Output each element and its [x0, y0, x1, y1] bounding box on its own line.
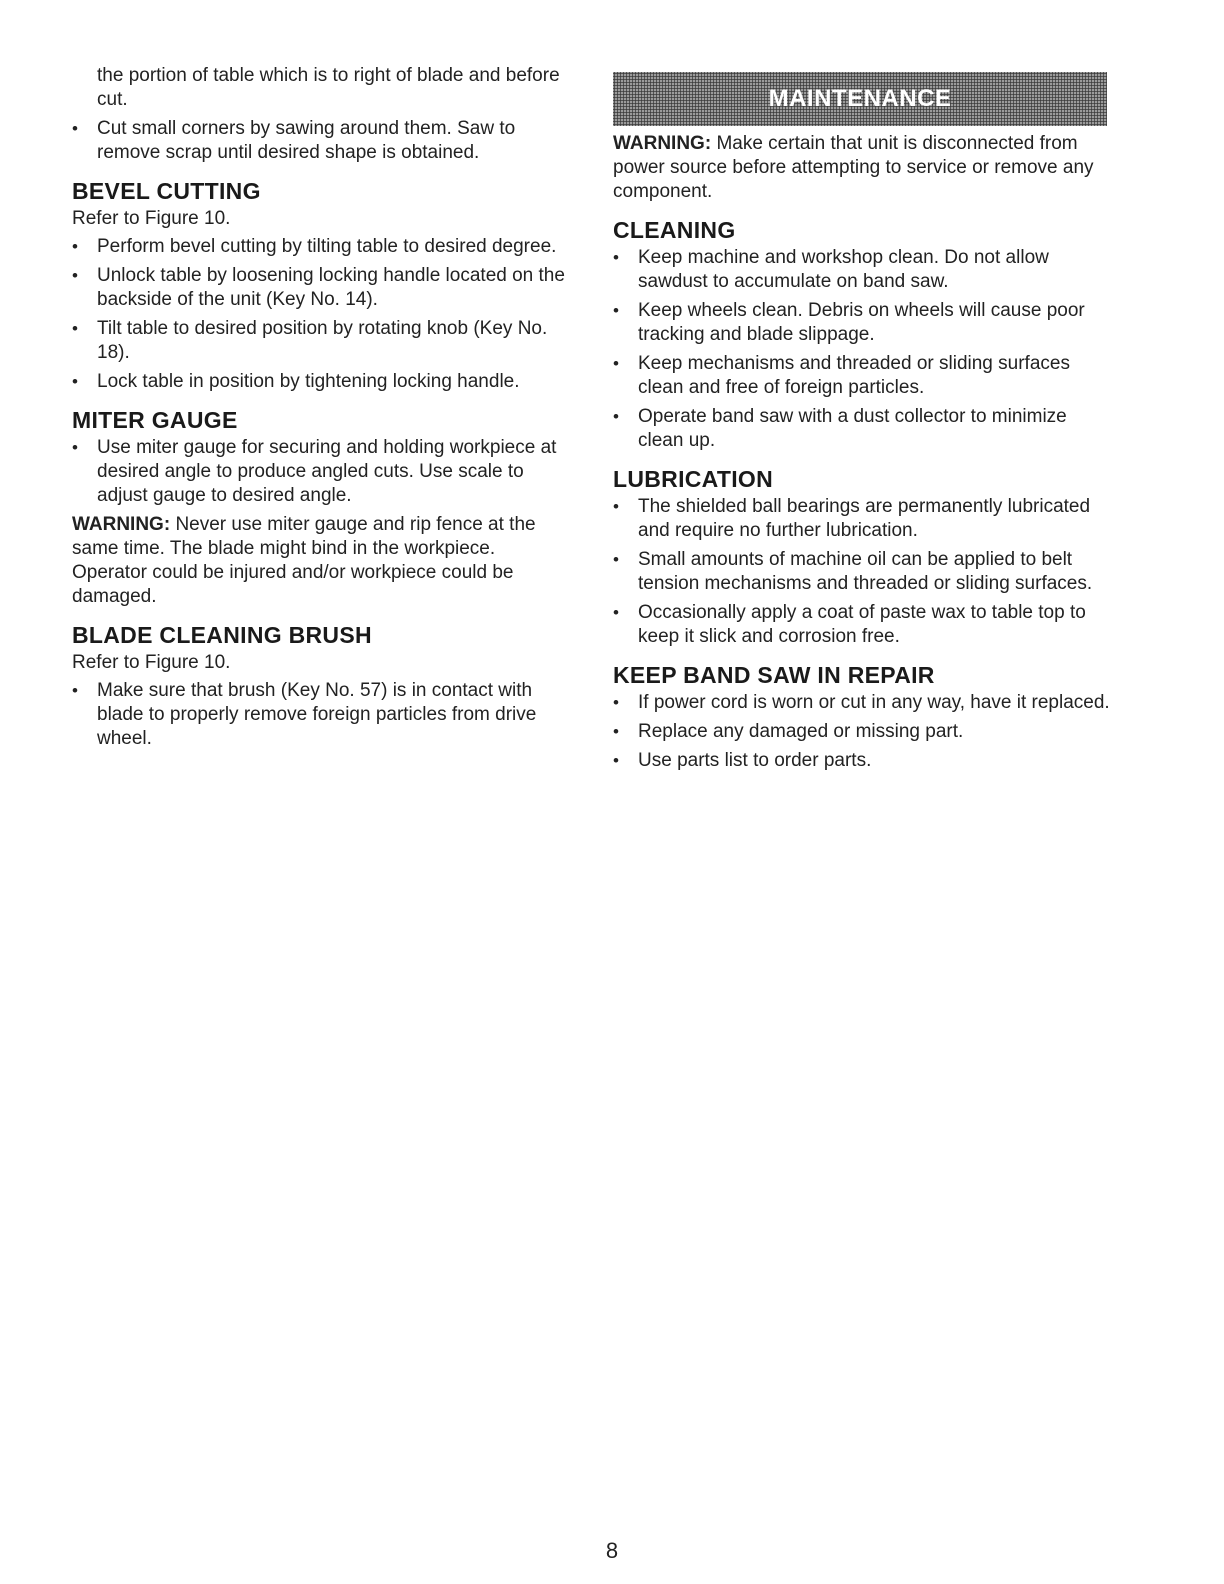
repair-bullets [613, 691, 1113, 773]
list-item: • Occasionally apply a coat of paste wax to table top to keep it slick and corrosion free. [613, 601, 1113, 649]
list-item: • Use parts list to order parts. [613, 749, 1113, 773]
miter-warning [72, 513, 572, 609]
blade-cleaning-brush-heading: BLADE CLEANING BRUSH [72, 622, 372, 648]
list-item: • Unlock table by loosening locking handle located on the backside of the unit (Key No. 14). [72, 264, 572, 312]
repair-heading: KEEP BAND SAW IN REPAIR [613, 662, 935, 688]
continuation-list [72, 64, 572, 112]
list-item: • Cut small corners by sawing around them. Saw to remove scrap until desired shape is obtained. [72, 117, 572, 165]
maintenance-warning [613, 132, 1113, 204]
intro-bullets [72, 117, 572, 165]
brush-bullets [72, 679, 572, 751]
maintenance-banner [613, 72, 1107, 126]
miter-gauge-heading: MITER GAUGE [72, 407, 238, 433]
list-item: • If power cord is worn or cut in any way, have it replaced. [613, 691, 1113, 715]
warning-label: WARNING: [613, 133, 712, 154]
bevel-refer: Refer to Figure 10. [72, 208, 231, 229]
list-item: • Use miter gauge for securing and holding workpiece at desired angle to produce angled cuts. Use scale to adjust gauge to desired angle. [72, 436, 572, 508]
lubrication-bullets [613, 495, 1113, 649]
list-item: • Keep wheels clean. Debris on wheels will cause poor tracking and blade slippage. [613, 299, 1113, 347]
list-item: • Tilt table to desired position by rotating knob (Key No. 18). [72, 317, 572, 365]
miter-bullets [72, 436, 572, 508]
list-item: • Make sure that brush (Key No. 57) is in contact with blade to properly remove foreign particles from drive wheel. [72, 679, 572, 751]
list-item: • Replace any damaged or missing part. [613, 720, 1113, 744]
bevel-bullets [72, 235, 572, 394]
continuation-text: the portion of table which is to right of blade and before cut. [97, 65, 560, 110]
list-item: • The shielded ball bearings are permanently lubricated and require no further lubrication. [613, 495, 1113, 543]
warning-text: Never use miter gauge and rip fence at the same time. The blade might bind in the workpiece. Operator could be injured and/or workpiece could be damaged. [72, 514, 536, 607]
brush-refer: Refer to Figure 10. [72, 652, 231, 673]
list-item: • Keep machine and workshop clean. Do not allow sawdust to accumulate on band saw. [613, 246, 1113, 294]
list-item: • Small amounts of machine oil can be applied to belt tension mechanisms and threaded or sliding surfaces. [613, 548, 1113, 596]
cleaning-bullets [613, 246, 1113, 453]
lubrication-heading: LUBRICATION [613, 466, 774, 492]
warning-text: Make certain that unit is disconnected from power source before attempting to service or remove any component. [613, 133, 1094, 202]
right-column [613, 64, 1113, 778]
list-item: • Keep mechanisms and threaded or sliding surfaces clean and free of foreign particles. [613, 352, 1113, 400]
page-number: 8 [605, 1538, 619, 1563]
cleaning-heading: CLEANING [613, 217, 736, 243]
warning-label: WARNING: [72, 514, 171, 535]
list-item: • Perform bevel cutting by tilting table to desired degree. [72, 235, 572, 259]
banner-title: MAINTENANCE [768, 85, 952, 112]
list-item: • Lock table in position by tightening locking handle. [72, 370, 572, 394]
bevel-cutting-heading: BEVEL CUTTING [72, 178, 261, 204]
list-item: • Operate band saw with a dust collector to minimize clean up. [613, 405, 1113, 453]
left-column [72, 64, 572, 756]
